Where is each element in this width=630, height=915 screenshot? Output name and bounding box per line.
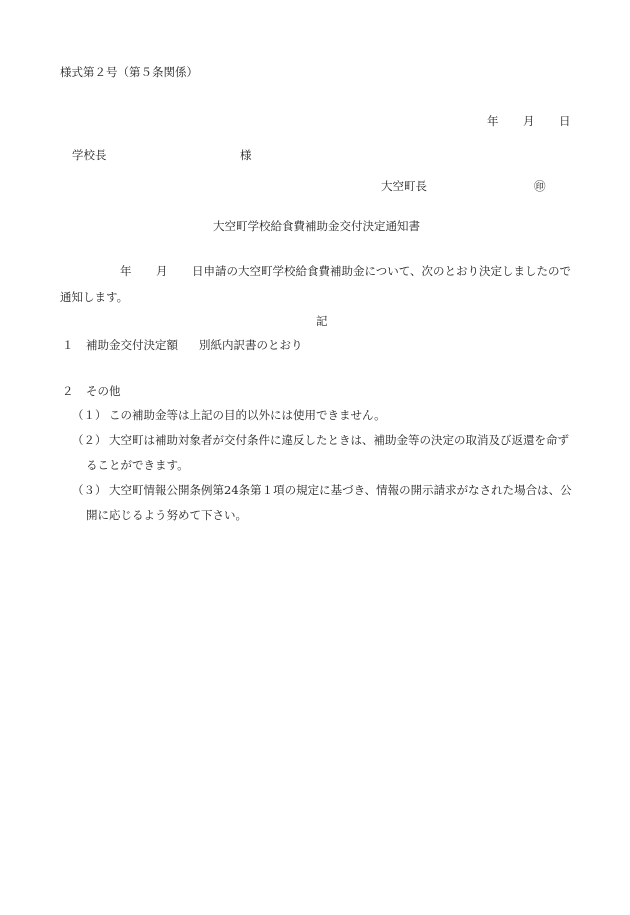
item-2-label: その他 bbox=[86, 384, 121, 398]
item-2-number: ２ bbox=[62, 384, 74, 398]
sub-item-3-text-line-1: 大空町情報公開条例第24条第１項の規定に基づき、情報の開示請求がなされた場合は、公 bbox=[109, 483, 572, 497]
body-text-line-2: 通知します。 bbox=[60, 290, 129, 304]
sub-item-3-number: （３） bbox=[72, 483, 107, 497]
date-year-label: 年 bbox=[487, 114, 499, 128]
date-day-label: 日 bbox=[559, 114, 571, 128]
document-title: 大空町学校給食費補助金交付決定通知書 bbox=[213, 219, 420, 233]
sub-item-2-text-line-1: 大空町は補助対象者が交付条件に違反したときは、補助金等の決定の取消及び返還を命ず bbox=[109, 433, 569, 447]
body-year-label: 年 bbox=[120, 264, 132, 278]
sub-item-2-text-line-2: ることができます。 bbox=[86, 458, 189, 472]
sub-item-1-number: （１） bbox=[72, 408, 107, 422]
item-1-label: 補助金交付決定額 bbox=[86, 338, 178, 352]
sub-item-2-number: （２） bbox=[72, 433, 107, 447]
addressee-honorific: 様 bbox=[240, 148, 252, 162]
sub-item-3-text-line-2: 開に応じるよう努めて下さい。 bbox=[86, 508, 247, 522]
body-text-line-1: 日申請の大空町学校給食費補助金について、次のとおり決定しましたので bbox=[192, 264, 572, 278]
seal-icon: ㊞ bbox=[534, 179, 546, 193]
form-number: 様式第２号（第５条関係） bbox=[60, 65, 198, 79]
ki-heading: 記 bbox=[316, 314, 328, 328]
sub-item-1-text: この補助金等は上記の目的以外には使用できません。 bbox=[109, 408, 386, 422]
item-1-number: １ bbox=[62, 338, 74, 352]
issuer-title: 大空町長 bbox=[381, 179, 427, 193]
addressee-label: 学校長 bbox=[72, 148, 107, 162]
body-month-label: 月 bbox=[156, 264, 168, 278]
item-1-value: 別紙内訳書のとおり bbox=[199, 338, 303, 352]
date-month-label: 月 bbox=[523, 114, 535, 128]
